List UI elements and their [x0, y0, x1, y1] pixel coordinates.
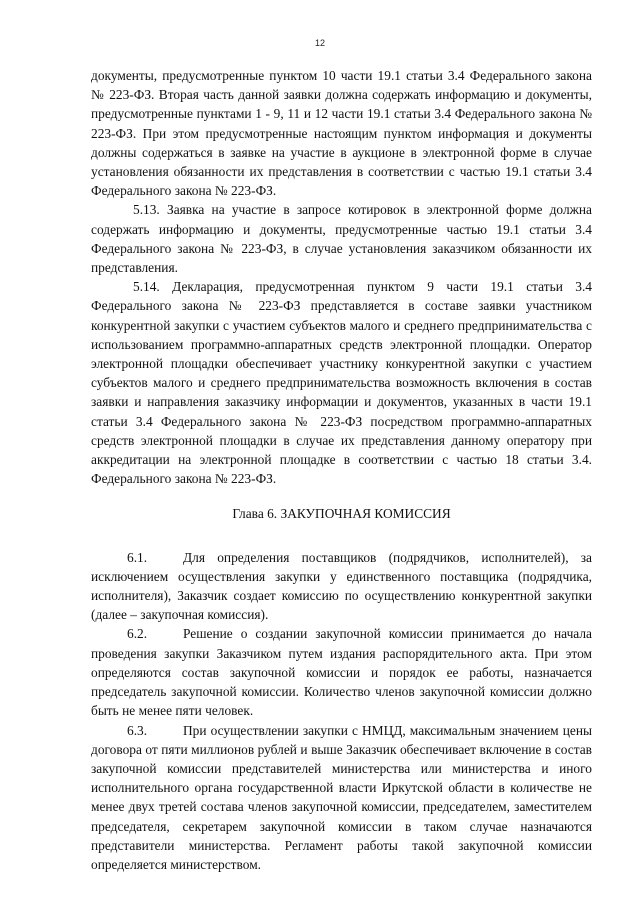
page-number: 12: [314, 38, 325, 48]
paragraph-6-3: [91, 721, 592, 875]
paragraph-text: Для определения поставщиков (подрядчиков, исполнителей), за исключением осуществления закупки у единственного поставщика (подрядчика, исполнителя), Заказчик создает комиссию по осуществлению конкурентной закупки (далее – закупочная комиссия).: [91, 549, 592, 623]
paragraph-number: 6.3.: [127, 722, 148, 738]
paragraph-text: Декларация, предусмотренная пунктом 9 части 19.1 статьи 3.4 Федерального закона № 223-ФЗ представляется в составе заявки участником конкурентной закупки с участием субъектов малого и среднего предпринимательства с использованием программно-аппаратных средств электронной площадки. Оператор электронной площадки обеспечивает участнику конкурентной закупки с участием субъектов малого и среднего предпринимательства возможность включения в состав заявки и направления заказчику информации и документов, указанных в части 19.1 статьи 3.4 Федерального закона № 223-ФЗ посредством программно-аппаратных средств электронной площадки в случае их представления данному оператору при аккредитации на электронной площадке в соответствии с частью 18 статьи 3.4. Федерального закона № 223-ФЗ.: [91, 279, 592, 487]
paragraph-number: 6.1.: [127, 549, 148, 565]
paragraph-6-2: [91, 624, 592, 720]
paragraph-5-14: [91, 277, 592, 488]
paragraph-5-13: [91, 200, 592, 277]
paragraph-number: 6.2.: [127, 626, 148, 642]
document-body: [91, 66, 592, 874]
paragraph-text: Заявка на участие в запросе котировок в электронной форме должна содержать информацию и документы, предусмотренные частью 19.1 статьи 3.4 Федерального закона № 223-ФЗ, в случае установления заказчиком обязанности их представления.: [91, 202, 592, 276]
chapter-heading: Глава 6. ЗАКУПОЧНАЯ КОМИССИЯ: [232, 506, 451, 522]
paragraph-text: При осуществлении закупки с НМЦД, максимальным значением цены договора от пяти миллионов рублей и выше Заказчик обеспечивает включение в состав закупочной комиссии представителей министерства или министерства и иного исполнительного органа государственной власти Иркутской области в количестве не менее двух третей состава членов закупочной комиссии, председателем, заместителем председателя, секретарем закупочной комиссии в таком случае назначаются представители министерства. Регламент работы такой закупочной комиссии определяется министерством.: [91, 722, 592, 872]
paragraph-number: 5.14.: [133, 279, 160, 295]
paragraph-text: Решение о создании закупочной комиссии принимается до начала проведения закупки Заказчиком путем издания распорядительного акта. При этом определяются состав закупочной комиссии и порядок ее работы, назначается председатель закупочной комиссии. Количество членов закупочной комиссии должно быть не менее пяти человек.: [91, 626, 592, 719]
paragraph-text: документы, предусмотренные пунктом 10 части 19.1 статьи 3.4 Федерального закона № 223-ФЗ. Вторая часть данной заявки должна содержать информацию и документы, предусмотренные пунктами 1 - 9, 11 и 12 части 19.1 статьи 3.4 Федерального закона № 223-ФЗ. При этом предусмотренные настоящим пунктом информация и документы должны содержаться в заявке на участие в аукционе в электронной форме в случае установления обязанности их представления в соответствии с частью 19.1 статьи 3.4 Федерального закона № 223-ФЗ.: [91, 68, 592, 199]
paragraph-number: 5.13.: [133, 202, 160, 218]
paragraph-continuation: [91, 66, 592, 200]
paragraph-6-1: [91, 548, 592, 625]
